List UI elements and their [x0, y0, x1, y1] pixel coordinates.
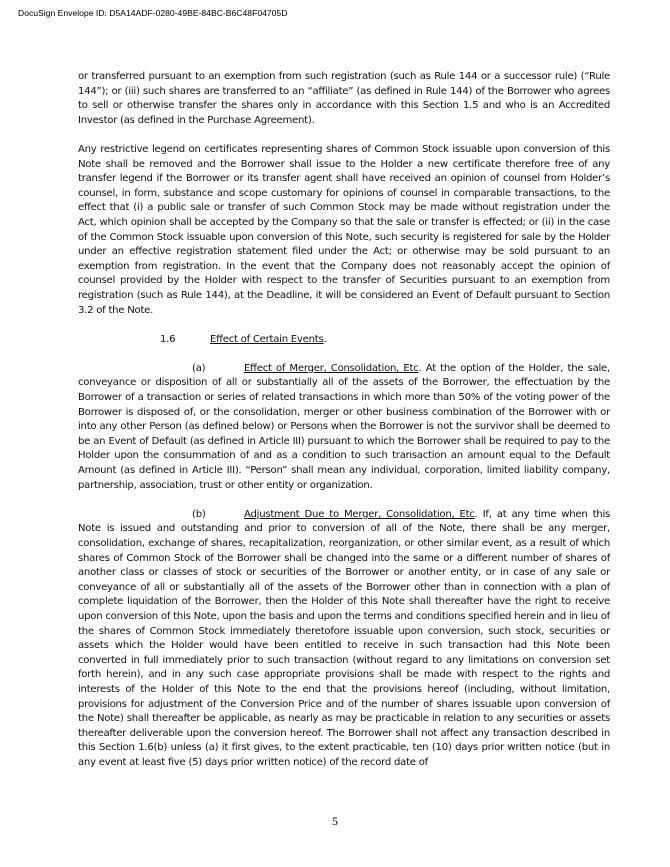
- subsection-b-label: (b): [192, 508, 206, 520]
- document-page: [78, 70, 610, 771]
- subsection-b: [78, 508, 610, 771]
- subsection-b-indent: [78, 508, 244, 523]
- paragraph-spacer: [78, 318, 610, 333]
- docusign-envelope-id: DocuSign Envelope ID: D5A14ADF-0280-49BE-84BC-B6C48F04705D: [18, 8, 288, 18]
- section-title: Effect of Certain Events: [210, 333, 324, 345]
- subsection-a-label: (a): [192, 362, 206, 374]
- subsection-a-indent: [78, 362, 244, 377]
- section-title-punct: .: [323, 333, 327, 345]
- section-heading: [78, 333, 610, 348]
- subsection-b-title: Adjustment Due to Merger, Consolidation, Etc: [244, 508, 475, 520]
- paragraph-spacer: [78, 347, 610, 362]
- section-title-wrap: [210, 333, 326, 348]
- page-number: 5: [332, 814, 338, 828]
- paragraph-rule-144-transfer: or transferred pursuant to an exemption from such registration (such as Rule 144 or a successor rule) (“Rule 144”); or (iii) such shares are transferred to an “affiliate” (as defined in Rule 144) of the Borrower who agrees to sell or otherwise transfer the shares only in accordance with this Section 1.5 and who is an Accredited Investor (as defined in the Purchase Agreement).: [78, 71, 610, 126]
- subsection-a-title: Effect of Merger, Consolidation, Etc: [244, 362, 419, 374]
- section-number: 1.6: [160, 333, 176, 345]
- paragraph-spacer: [78, 493, 610, 508]
- subsection-a-body: At the option of the Holder, the sale, conveyance or disposition of all or substantially all of the assets of the Borrower, the effectuation by the Borrower of a transaction or series of related transactions in which more than 50% of the voting power of the Borrower is disposed of, or the consolidation, merger or other business combination of the Borrower with or into any other Person (as defined below) or Persons when the Borrower is not the survivor shall be deemed to be an Event of Default (as defined in Article III) pursuant to which the Borrower shall be required to pay to the Holder upon the consummation of and as a condition to such transaction an amount equal to the Default Amount (as defined in Article III). “Person” shall mean any individual, corporation, limited liability company, partnership, association, trust or other entity or organization.: [78, 362, 610, 491]
- paragraph-restrictive-legend: Any restrictive legend on certificates representing shares of Common Stock issuable upon conversion of this Note shall be removed and the Borrower shall issue to the Holder a new certificate therefore free of any transfer legend if the Borrower or its transfer agent shall have received an opinion of counsel from Holder’s counsel, in form, substance and scope customary for opinions of counsel in comparable transactions, to the effect that (i) a public sale or transfer of such Common Stock may be made without registration under the Act, which opinion shall be accepted by the Company so that the sale or transfer is effected; or (ii) in the case of the Common Stock issuable upon conversion of this Note, such security is registered for sale by the Holder under an effective registration statement filed under the Act; or otherwise may be sold pursuant to an exemption from registration. In the event that the Company does not reasonably accept the opinion of counsel provided by the Holder with respect to the transfer of Securities pursuant to an exemption from registration (such as Rule 144), at the Deadline, it will be considered an Event of Default pursuant to Section 3.2 of the Note.: [78, 143, 610, 316]
- subsection-b-title-punct: .: [474, 508, 478, 520]
- subsection-a-title-punct: .: [418, 362, 422, 374]
- paragraph-spacer: [78, 128, 610, 143]
- subsection-a: [78, 362, 610, 493]
- subsection-b-body: If, at any time when this Note is issued and outstanding and prior to conversion of all of the Note, there shall be any merger, consolidation, exchange of shares, recapitalization, reorganization, or other similar event, as a result of which shares of Common Stock of the Borrower shall be changed into the same or a different number of shares of another class or classes of stock or securities of the Borrower or another entity, or in case of any sale or conveyance of all or substantially all of the assets of the Borrower other than in connection with a plan of complete liquidation of the Borrower, then the Holder of this Note shall thereafter have the right to receive upon conversion of this Note, upon the basis and upon the terms and conditions specified herein and in lieu of the shares of Common Stock immediately theretofore issuable upon conversion, such stock, securities or assets which the Holder would have been entitled to receive in such transaction had this Note been converted in full immediately prior to such transaction (without regard to any limitations on conversion set forth herein), and in any such case appropriate provisions shall be made with respect to the rights and interests of the Holder of this Note to the end that the provisions hereof (including, without limitation, provisions for adjustment of the Conversion Price and of the number of shares issuable upon conversion of the Note) shall thereafter be applicable, as nearly as may be practicable in relation to any securities or assets thereafter deliverable upon the conversion hereof. The Borrower shall not affect any transaction described in this Section 1.6(b) unless (a) it first gives, to the extent practicable, ten (10) days prior written notice (but in any event at least five (5) days prior written notice) of the record date of: [78, 508, 611, 768]
